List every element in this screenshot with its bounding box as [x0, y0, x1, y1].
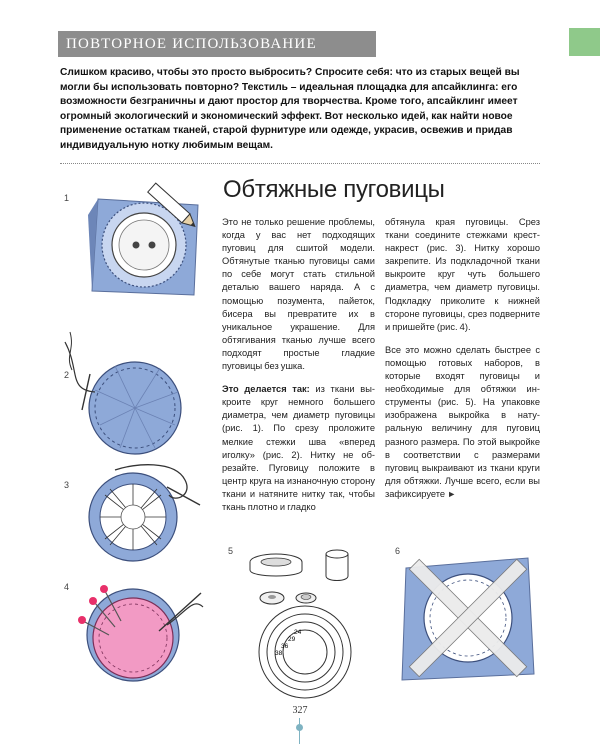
dotted-divider: [60, 163, 540, 164]
col2-paragraph-2: [385, 344, 540, 501]
size-label-24: 24: [294, 629, 302, 636]
figure-1-number: 1: [64, 193, 70, 203]
how-to-lead: Это делается так:: [222, 384, 310, 395]
how-to-text: из ткани выкроите круг немного большего диаметра, чем диаметр пуговицы (рис. 1). По срезу проложите мелкие стежки шва «вперед иголку» (рис. 2). Нитку не обрезайте. Пуговицу положите в центр круга на изнаночную сторону ткани и натяните нитку так, чтобы ткань плотно и гладко: [222, 384, 375, 512]
page-marker-line: [299, 718, 300, 744]
col2-paragraph-1: обтянула края пуговицы. Срез ткани соедините стежками крест-накрест (рис. 3). Нитку хорошо закрепите. Из подкладочной ткани выкроите круг чуть большего диаметра, чем диаметр пуговицы. Подкладку приколите к нижней стороне пуговицы, срез подверните и пришейте (рис. 4).: [385, 217, 540, 332]
figure-5-button-kit: [232, 540, 372, 700]
col1-paragraph-1: Это не только решение проблемы, когда у вас нет подходящих пуговиц для сшитой модели. Обтянутые тканью пуговицы сами по себе могут стать стильной деталью вашего наряда. А с помощью позумента, пайеток, бисера вы превратите их в уникальное украшение. Для обтягивания тканью лучше всего подходят простые гладкие пуговицы без ушка.: [222, 217, 375, 372]
col1-paragraph-2: [222, 383, 375, 514]
size-label-36: 36: [281, 643, 289, 650]
col2-paragraph-2-text: Все это можно сделать быстрее с помощью готовых наборов, в которые входят пуговицы и необходимые для обтяжки инструменты (рис. 5). На упаковке изображена выкройка в натуральную величину для пуговиц разного размера. По этой выкройке в соответствии с размерами пуговиц выкраивают из ткани круги для обтяжки. Лучше всего, если вы зафиксируете: [385, 344, 540, 499]
chapter-tab: [569, 28, 600, 56]
text-column-2: [385, 216, 540, 501]
size-label-29: 29: [288, 636, 296, 643]
figure-4-number: 4: [64, 582, 70, 592]
intro-paragraph: Слишком красиво, чтобы это просто выбросить? Спросите себя: что из старых вещей вы могли бы использовать повторно? Текстиль – идеальная площадка для апсайклинга: его возможности безграничны и дают простор для творчества. Кроме того, апсайклинг имеет огромный экологический и экономический эффект. Вот несколько идей, как найти новое применение остаткам тканей, старой фурнитуре или одежде, украсив, освежив и придав индивидуальную нотку любимым вещам.: [60, 67, 520, 151]
continue-arrow-icon: ►: [447, 488, 457, 499]
figure-5-number: 5: [228, 546, 234, 556]
figure-1-fabric-circle: [80, 185, 210, 300]
page-marker-dot: [296, 724, 303, 731]
section-header: ПОВТОРНОЕ ИСПОЛЬЗОВАНИЕ: [58, 31, 376, 57]
text-column-1: [222, 216, 375, 514]
size-label-38: 38: [275, 650, 283, 657]
figure-3-cross-stitch: [75, 465, 215, 575]
figure-6-number: 6: [395, 546, 401, 556]
figure-4-pinned-lining: [75, 583, 215, 693]
figure-3-number: 3: [64, 480, 70, 490]
figure-2-number: 2: [64, 370, 70, 380]
page-number: 327: [292, 705, 308, 716]
figure-6-taped-fabric: [398, 548, 538, 688]
article-title: Обтяжные пуговицы: [223, 176, 445, 203]
figure-2-running-stitch: [60, 330, 210, 460]
